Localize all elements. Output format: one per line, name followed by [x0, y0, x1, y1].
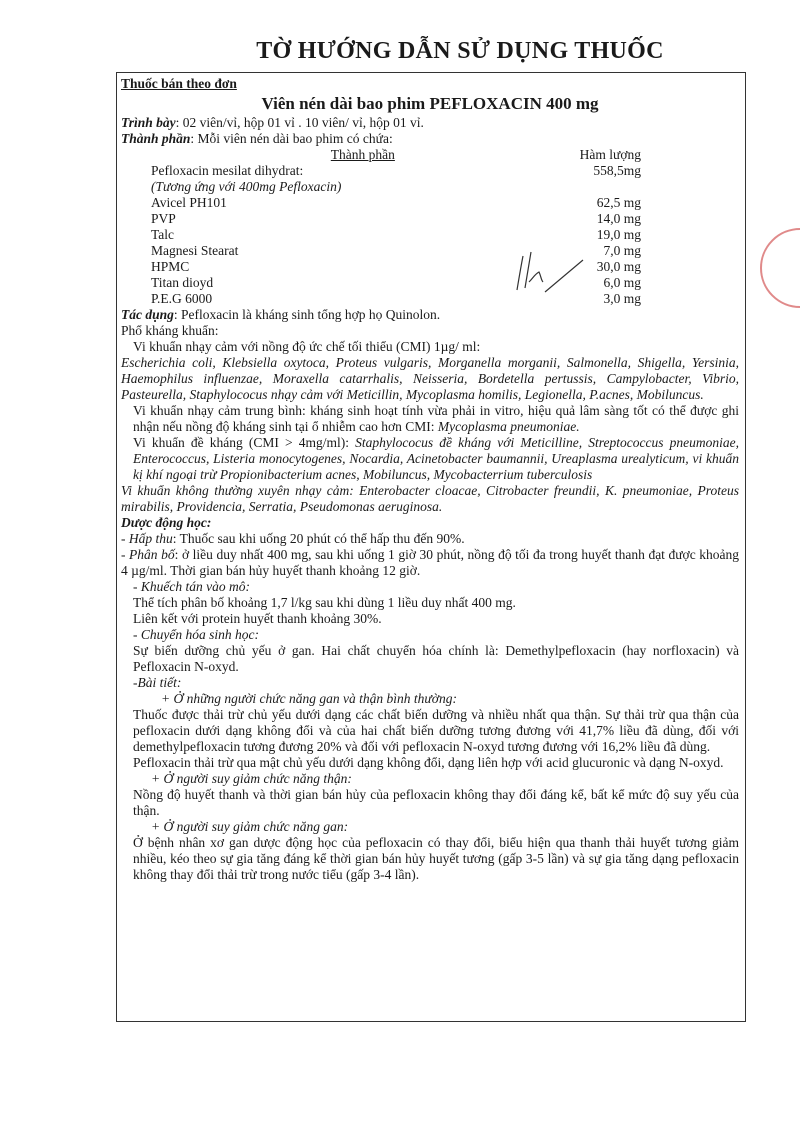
handwritten-signature	[505, 238, 595, 298]
trinh-bay-text: : 02 viên/vỉ, hộp 01 vỉ . 10 viên/ vỉ, hộp 01 vỉ.	[175, 115, 424, 130]
ingredient-row	[151, 163, 651, 179]
vk-nhay-cam: Vi khuẩn nhạy cảm với nồng độ ức chế tối thiểu (CMI) 1µg/ ml:	[133, 339, 481, 354]
ingredient-header-amount: Hàm lượng	[579, 147, 641, 162]
ingredient-row	[151, 179, 651, 195]
phan-bo-label: - Phân bố	[121, 547, 175, 562]
chuyen-hoa-text: Sự biến dưỡng chủ yếu ở gan. Hai chất chuyển hóa chính là: Demethylpefloxacin (hay norfloxacin) và Pefloxacin N-oxyd.	[133, 643, 739, 674]
tac-dung	[121, 307, 739, 323]
ingredient-name: Titan dioyd	[151, 275, 214, 290]
vk-de-khang-list: Staphylococus đề kháng với Meticilline, Streptococcus pneumoniae, Enterococcus, Listeria monocytogenes, Nocardia, Acinetobacter baumannii, Ureaplasma urealyticum, vi khuẩn kị khí ngoại trừ Propionibacterium acnes, Mobiluncus, Mycobacterrium tuberculosis	[133, 435, 739, 482]
ingredient-amount: 6,0 mg	[603, 275, 641, 290]
ingredient-name: Talc	[151, 227, 175, 242]
red-stamp-mark	[760, 228, 800, 308]
rx-label: Thuốc bán theo đơn	[121, 76, 237, 91]
vk-trung-binh	[121, 403, 739, 435]
ingredient-amount: 62,5 mg	[596, 195, 641, 210]
vk-trung-binh-text: Vi khuẩn nhạy cảm trung bình: kháng sinh hoạt tính vừa phải in vitro, hiệu quả lâm sàng tốt có thể được ghi nhận nếu nồng độ kháng sinh tại ổ nhiễm cao hơn CMI:	[133, 403, 739, 434]
bai-tiet-normal-1: Thuốc được thải trừ chủ yếu dưới dạng các chất biến dưỡng và nhiều nhất qua thận. Sự thải trừ qua thận của pefloxacin dưới dạng không đổi và của hai chất biến dưỡng tương đương với 41,7% liều đã dùng, đối với demethylpefloxacin tương đương 20% và đối với pefloxacin N-oxyd tương đương với 16,2% liều đã dùng.	[133, 707, 739, 754]
vk-de-khang-text: Vi khuẩn đề kháng (CMI > 4mg/ml):	[133, 435, 356, 450]
ingredient-name: HPMC	[151, 259, 190, 274]
ingredient-amount: 7,0 mg	[603, 243, 641, 258]
bai-tiet-heading: -Bài tiết:	[133, 675, 182, 690]
vk-khong-thuong-xuyen: Vi khuẩn không thường xuyên nhạy cảm: Enterobacter cloacae, Citrobacter freundii, K. pneumoniae, Proteus mirabilis, Providencia, Serratia, Pseudomonas aeruginosa.	[121, 483, 739, 514]
ingredient-name: P.E.G 6000	[151, 291, 213, 306]
bai-tiet-than-text: Nồng độ huyết thanh và thời gian bán hủy của pefloxacin không thay đổi đáng kể, bất kể mức độ suy yếu của thận.	[133, 787, 739, 818]
tac-dung-text: : Pefloxacin là kháng sinh tổng hợp họ Quinolon.	[173, 307, 441, 322]
trinh-bay	[121, 115, 739, 131]
khuech-tan-heading: - Khuếch tán vào mô:	[133, 579, 250, 594]
thanh-phan	[121, 131, 739, 147]
tac-dung-label: Tác dụng	[121, 307, 174, 322]
ingredient-header-row	[151, 147, 651, 163]
bai-tiet-than-heading: + Ở người suy giảm chức năng thận:	[151, 771, 352, 786]
chuyen-hoa-heading: - Chuyển hóa sinh học:	[133, 627, 259, 642]
duoc-dong-hoc: Dược động học:	[121, 515, 212, 530]
bai-tiet-gan-heading: + Ở người suy giảm chức năng gan:	[151, 819, 349, 834]
ingredient-row	[151, 211, 651, 227]
ingredient-amount: 30,0 mg	[596, 259, 641, 274]
ingredient-name: (Tương ứng với 400mg Pefloxacin)	[151, 179, 342, 194]
bai-tiet-normal-heading: + Ở những người chức năng gan và thận bình thường:	[161, 691, 457, 706]
thanh-phan-text: : Mỗi viên nén dài bao phim có chứa:	[190, 131, 393, 146]
ingredient-name: PVP	[151, 211, 176, 226]
vk-trung-binh-species: Mycoplasma pneumoniae.	[437, 419, 580, 434]
ingredient-row	[151, 195, 651, 211]
bai-tiet-gan-text: Ở bệnh nhân xơ gan dược động học của pefloxacin có thay đổi, biểu hiện qua thanh thải huyết tương giảm nhiều, kéo theo sự gia tăng đáng kể thời gian bán hủy huyết tương (gấp 3-5 lần) và sự gia tăng dạng pefloxacin không thay đổi thải trừ trong nước tiểu (gấp 3-4 lần).	[133, 835, 739, 882]
trinh-bay-label: Trình bày	[121, 115, 176, 130]
ingredient-amount: 558,5mg	[593, 163, 641, 178]
ingredient-name: Pefloxacin mesilat dihydrat:	[151, 163, 304, 178]
page-title: TỜ HƯỚNG DẪN SỬ DỤNG THUỐC	[256, 38, 664, 64]
product-title: Viên nén dài bao phim PEFLOXACIN 400 mg	[261, 94, 599, 113]
hap-thu-label: - Hấp thu	[121, 531, 173, 546]
khuech-tan-1: Thể tích phân bố khoảng 1,7 l/kg sau khi dùng 1 liều duy nhất 400 mg.	[133, 595, 516, 610]
ingredient-header-name: Thành phần	[330, 147, 395, 162]
vk-nhay-cam-list: Escherichia coli, Klebsiella oxytoca, Proteus vulgaris, Morganella morganii, Salmonella, Shigella, Yersinia, Haemophilus influenzae, Moraxella catarrhalis, Neisseria, Bordetella pertussis, Campylobacter, Vibrio, Pasteurella, Staphylococus nhạy cảm với Meticillin, Mycoplasma homilis, Legionella, P.acnes, Mobiluncus.	[121, 355, 739, 402]
vk-de-khang	[121, 435, 739, 483]
bai-tiet-normal-2: Pefloxacin thải trừ qua mật chủ yếu dưới dạng không đổi, dạng liên hợp với acid glucuronic và dạng N-oxyd.	[133, 755, 724, 770]
hap-thu-text: : Thuốc sau khi uống 20 phút có thể hấp thu đến 90%.	[172, 531, 465, 546]
phan-bo	[121, 547, 739, 579]
ingredient-amount	[515, 179, 651, 195]
ingredient-amount: 14,0 mg	[596, 211, 641, 226]
ingredient-name: Avicel PH101	[151, 195, 227, 210]
hap-thu	[121, 531, 739, 547]
pho-khang-khuan: Phổ kháng khuẩn:	[121, 323, 219, 338]
ingredient-name: Magnesi Stearat	[151, 243, 239, 258]
phan-bo-text: : ở liều duy nhất 400 mg, sau khi uống 1 giờ 30 phút, nồng độ tối đa trong huyết thanh đạt được khoảng 4 µg/ml. Thời gian bán hủy huyết thanh khoảng 12 giờ.	[121, 547, 739, 578]
khuech-tan-2: Liên kết với protein huyết thanh khoảng 30%.	[133, 611, 382, 626]
thanh-phan-label: Thành phần	[121, 131, 191, 146]
ingredient-amount: 19,0 mg	[596, 227, 641, 242]
document-box	[116, 72, 746, 1022]
ingredient-amount: 3,0 mg	[603, 291, 641, 306]
